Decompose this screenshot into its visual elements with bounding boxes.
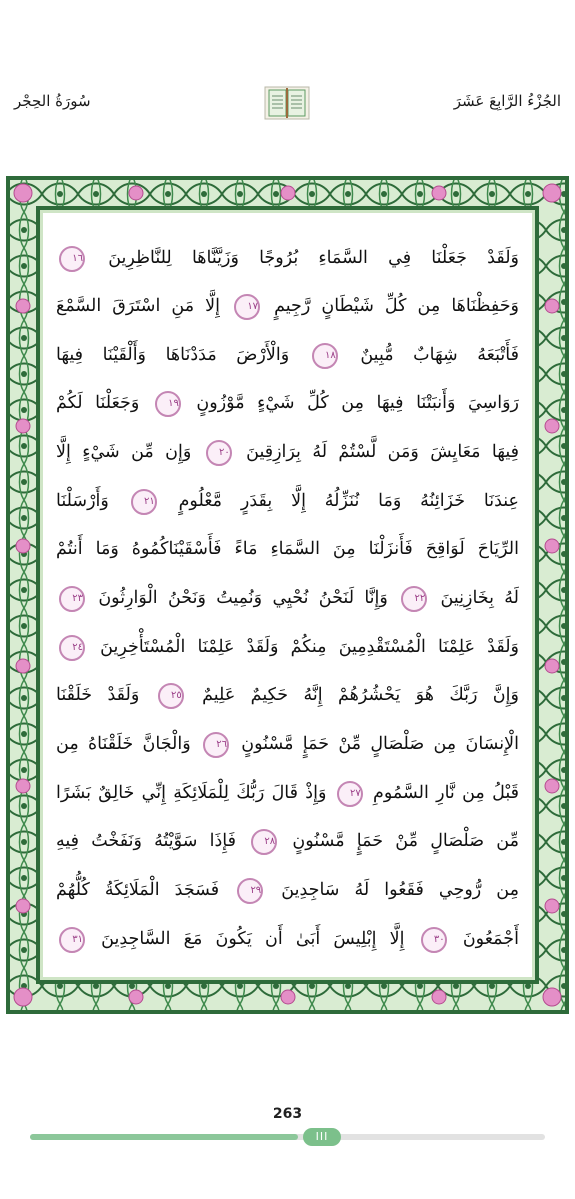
- page-number: 263: [272, 1106, 303, 1122]
- ayah-number-marker: ٣١: [59, 927, 85, 953]
- text-line: فَأَتْبَعَهُ شِهَابٌ مُّبِينٌ ١٨ وَالْأَرْضَ مَدَدْنَاهَا وَأَلْقَيْنَا فِيهَا: [56, 335, 519, 375]
- page-scrubber-fill: [30, 1134, 298, 1140]
- text-line: وَحَفِظْنَاهَا مِن كُلِّ شَيْطَانٍ رَّجِيمٍ ١٧ إِلَّا مَنِ اسْتَرَقَ السَّمْعَ: [56, 286, 519, 326]
- ayah-number-marker: ١٦: [59, 246, 85, 272]
- text-line: وَلَقَدْ جَعَلْنَا فِي السَّمَاءِ بُرُوجًا وَزَيَّنَّاهَا لِلنَّاظِرِينَ ١٦: [56, 238, 519, 278]
- page-scrubber-track[interactable]: [30, 1134, 545, 1140]
- ayah-number-marker: ٢٠: [206, 440, 232, 466]
- text-line: أَجْمَعُونَ ٣٠ إِلَّا إِبْلِيسَ أَبَىٰ أَن يَكُونَ مَعَ السَّاجِدِينَ ٣١: [56, 919, 519, 959]
- ayah-number-marker: ٢٨: [251, 829, 277, 855]
- text-line: وَلَقَدْ عَلِمْنَا الْمُسْتَقْدِمِينَ مِنكُمْ وَلَقَدْ عَلِمْنَا الْمُسْتَأْخِرِينَ ٢٤: [56, 627, 519, 667]
- ayah-number-marker: ٢٩: [237, 878, 263, 904]
- page-header: [0, 0, 575, 170]
- text-line: رَوَاسِيَ وَأَنبَتْنَا فِيهَا مِن كُلِّ شَيْءٍ مَّوْزُونٍ ١٩ وَجَعَلْنَا لَكُمْ: [56, 383, 519, 423]
- juz-label: الجُزْءُ الرَّابِعَ عَشَرَ: [453, 92, 561, 110]
- ornamental-page-frame: [6, 176, 569, 1014]
- page-scrubber-thumb[interactable]: III: [303, 1128, 341, 1146]
- text-line: الرِّيَاحَ لَوَاقِحَ فَأَنزَلْنَا مِنَ السَّمَاءِ مَاءً فَأَسْقَيْنَاكُمُوهُ وَمَا أَنتُمْ: [56, 539, 519, 559]
- text-line: مِن رُّوحِي فَقَعُوا لَهُ سَاجِدِينَ ٢٩ فَسَجَدَ الْمَلَائِكَةُ كُلُّهُمْ: [56, 870, 519, 910]
- mushaf-book-icon[interactable]: [264, 86, 310, 120]
- text-line: قَبْلُ مِن نَّارِ السَّمُومِ ٢٧ وَإِذْ قَالَ رَبُّكَ لِلْمَلَائِكَةِ إِنِّي خَالِقٌ بَشَرًا: [56, 773, 519, 813]
- ayah-number-marker: ٢٤: [59, 635, 85, 661]
- surah-name: سُورَةُ الحِجْر: [14, 92, 91, 110]
- text-line: مِّن صَلْصَالٍ مِّنْ حَمَإٍ مَّسْنُونٍ ٢٨ فَإِذَا سَوَّيْتُهُ وَنَفَخْتُ فِيهِ: [56, 821, 519, 861]
- ayah-number-marker: ٢٢: [401, 586, 427, 612]
- ayah-number-marker: ١٩: [155, 391, 181, 417]
- ayah-number-marker: ٣٠: [421, 927, 447, 953]
- ayah-number-marker: ٢٣: [59, 586, 85, 612]
- ayah-number-marker: ٢١: [131, 489, 157, 515]
- ayah-number-marker: ٢٥: [158, 683, 184, 709]
- text-line: الْإِنسَانَ مِن صَلْصَالٍ مِّنْ حَمَإٍ مَّسْنُونٍ ٢٦ وَالْجَانَّ خَلَقْنَاهُ مِن: [56, 724, 519, 764]
- ayah-number-marker: ١٨: [312, 343, 338, 369]
- ayah-number-marker: ٢٧: [337, 781, 363, 807]
- ayah-number-marker: ١٧: [234, 294, 260, 320]
- text-line: فِيهَا مَعَايِشَ وَمَن لَّسْتُمْ لَهُ بِرَازِقِينَ ٢٠ وَإِن مِّن شَيْءٍ إِلَّا: [56, 432, 519, 472]
- ayah-number-marker: ٢٦: [203, 732, 229, 758]
- text-line: لَهُ بِخَازِنِينَ ٢٢ وَإِنَّا لَنَحْنُ نُحْيِي وَنُمِيتُ وَنَحْنُ الْوَارِثُونَ ٢٣: [56, 578, 519, 618]
- text-line: عِندَنَا خَزَائِنُهُ وَمَا نُنَزِّلُهُ إِلَّا بِقَدَرٍ مَّعْلُومٍ ٢١ وَأَرْسَلْنَا: [56, 481, 519, 521]
- text-line: وَإِنَّ رَبَّكَ هُوَ يَحْشُرُهُمْ إِنَّهُ حَكِيمٌ عَلِيمٌ ٢٥ وَلَقَدْ خَلَقْنَا: [56, 675, 519, 715]
